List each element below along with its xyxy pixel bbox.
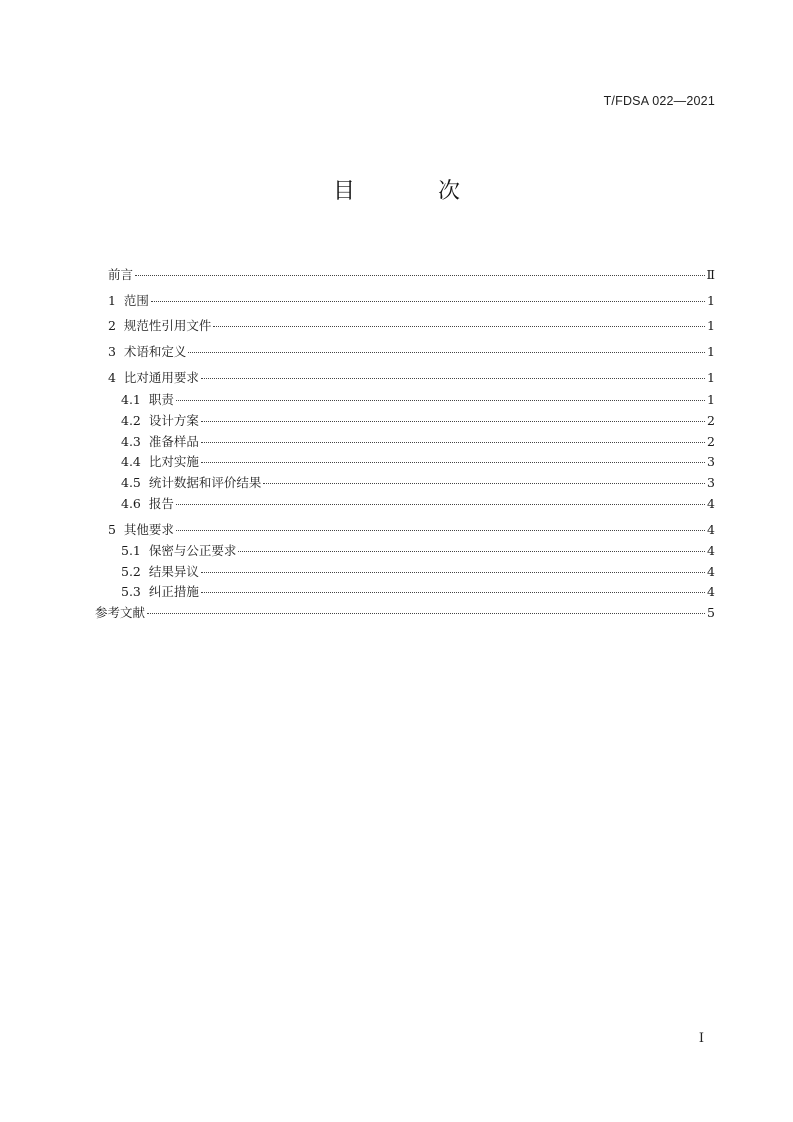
toc-leader-dots (201, 442, 705, 443)
toc-entry-scope[interactable] (108, 293, 715, 309)
toc-leader-dots (213, 326, 705, 327)
toc-entry-page: 5 (707, 605, 715, 620)
toc-entry-label: 参考文献 (95, 605, 146, 620)
page-number: I (698, 1031, 704, 1046)
toc-entry-page: 2 (707, 413, 715, 428)
toc-entry-page: 2 (707, 434, 715, 449)
toc-leader-dots (201, 572, 705, 573)
toc-leader-dots (201, 421, 705, 422)
toc-entry-label: 3 术语和定义 (108, 344, 187, 359)
toc-entry-label: 4.2 设计方案 (121, 413, 199, 428)
toc-entry-4-6[interactable] (121, 496, 715, 512)
toc-entry-4-3[interactable] (121, 434, 715, 450)
toc-entry-page: 1 (707, 370, 715, 385)
toc-leader-dots (201, 592, 705, 593)
toc-entry-page: 1 (707, 344, 715, 359)
toc-entry-page: 4 (707, 564, 715, 579)
toc-leader-dots (151, 301, 705, 302)
toc-entry-4-1[interactable] (121, 392, 715, 408)
toc-entry-label: 5.3 纠正措施 (121, 584, 199, 599)
toc-entry-label: 2 规范性引用文件 (108, 318, 212, 333)
toc-leader-dots (147, 613, 705, 614)
toc-entry-label: 4.4 比对实施 (121, 454, 199, 469)
toc-entry-bibliography[interactable] (95, 605, 715, 621)
toc-entry-label: 4.3 准备样品 (121, 434, 199, 449)
toc-entry-label: 5 其他要求 (108, 522, 174, 537)
toc-entry-page: 4 (707, 584, 715, 599)
toc-entry-5-3[interactable] (121, 584, 715, 600)
toc-entry-page: 3 (707, 475, 715, 490)
toc-entry-label: 5.1 保密与公正要求 (121, 543, 237, 558)
toc-entry-page: 1 (707, 392, 715, 407)
toc-leader-dots (176, 504, 705, 505)
document-code: T/FDSA 022—2021 (603, 94, 715, 108)
toc-entry-label: 4 比对通用要求 (108, 370, 199, 385)
toc-leader-dots (263, 483, 705, 484)
toc-entry-page: 4 (707, 522, 715, 537)
toc-entry-5-2[interactable] (121, 564, 715, 580)
toc-entry-label: 4.1 职责 (121, 392, 174, 407)
toc-entry-5-1[interactable] (121, 543, 715, 559)
toc-entry-4-2[interactable] (121, 413, 715, 429)
toc-entry-normative-references[interactable] (108, 318, 715, 334)
page-title: 目 次 (333, 179, 498, 204)
toc-entry-page: 4 (707, 543, 715, 558)
toc-entry-page: 1 (707, 318, 715, 333)
toc-entry-page: 4 (707, 496, 715, 511)
toc-entry-4-5[interactable] (121, 475, 715, 491)
toc-entry-label: 1 范围 (108, 293, 149, 308)
toc-entry-4-4[interactable] (121, 454, 715, 470)
toc-entry-label: 5.2 结果异议 (121, 564, 199, 579)
toc-leader-dots (135, 275, 704, 276)
toc-entry-preface[interactable] (108, 267, 715, 283)
toc-entry-terms[interactable] (108, 344, 715, 360)
toc-entry-label: 4.5 统计数据和评价结果 (121, 475, 262, 490)
toc-leader-dots (201, 462, 705, 463)
toc-leader-dots (201, 378, 705, 379)
toc-entry-page: 3 (707, 454, 715, 469)
toc-entry-label: 4.6 报告 (121, 496, 174, 511)
toc-entry-page: 1 (707, 293, 715, 308)
toc-leader-dots (188, 352, 705, 353)
toc-leader-dots (238, 551, 705, 552)
toc-entry-other-requirements[interactable] (108, 522, 715, 538)
toc-entry-general-requirements[interactable] (108, 370, 715, 386)
toc-leader-dots (176, 400, 705, 401)
toc-entry-label: 前言 (108, 267, 134, 282)
toc-entry-page: Ⅱ (706, 267, 715, 282)
toc-leader-dots (176, 530, 705, 531)
